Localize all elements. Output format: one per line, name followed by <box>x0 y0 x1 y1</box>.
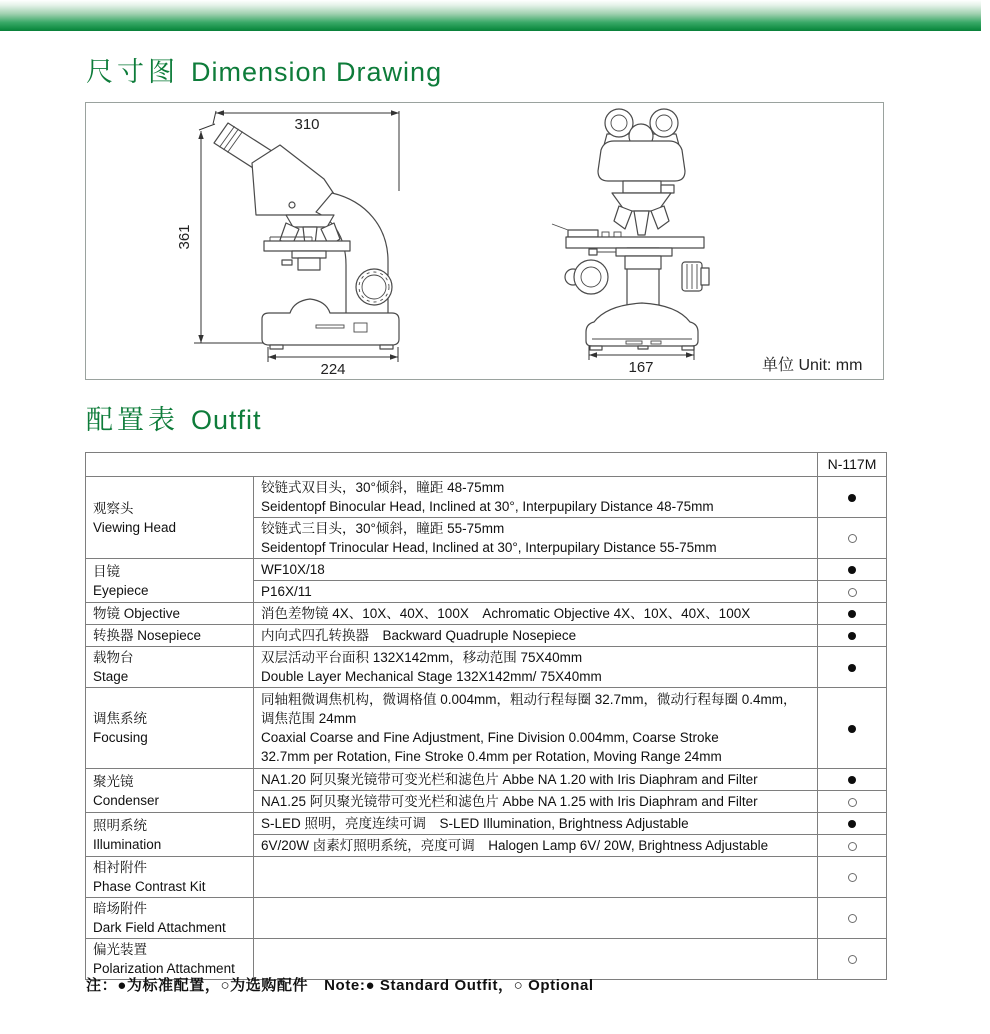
spec-label: 调焦系统 Focusing <box>86 688 254 769</box>
unit-label: 单位 Unit: mm <box>762 357 863 374</box>
dimension-drawing-box <box>85 102 884 380</box>
availability-mark <box>818 857 887 898</box>
spec-description: 铰链式三目头，30°倾斜，瞳距 55-75mm Seidentopf Trinocular Head, Inclined at 30°, Interpupilary Distance 55-75mm <box>254 518 818 559</box>
availability-mark <box>818 559 887 581</box>
availability-mark <box>818 581 887 603</box>
outfit-table <box>85 452 887 980</box>
table-row <box>86 477 887 518</box>
table-row <box>86 857 887 898</box>
dimension-drawing-svg <box>86 103 883 379</box>
spec-description: NA1.25 阿贝聚光镜带可变光栏和滤色片 Abbe NA 1.25 with Iris Diaphram and Filter <box>254 791 818 813</box>
spec-label: 目镜 Eyepiece <box>86 559 254 603</box>
standard-outfit-dot <box>848 820 856 828</box>
availability-mark <box>818 603 887 625</box>
table-header-row <box>86 453 887 477</box>
spec-description: S-LED 照明，亮度连续可调 S-LED Illumination, Brightness Adjustable <box>254 813 818 835</box>
availability-mark <box>818 813 887 835</box>
availability-mark <box>818 769 887 791</box>
availability-mark <box>818 791 887 813</box>
spec-description: 内向式四孔转换器 Backward Quadruple Nosepiece <box>254 625 818 647</box>
table-row <box>86 559 887 581</box>
header-empty-cell <box>86 453 818 477</box>
spec-description: P16X/11 <box>254 581 818 603</box>
spec-label: 转换器 Nosepiece <box>86 625 254 647</box>
outfit-title <box>86 403 262 437</box>
dimension-drawing-title-zh: 尺寸图 <box>86 57 179 87</box>
availability-mark <box>818 477 887 518</box>
spec-description: 铰链式双目头，30°倾斜，瞳距 48-75mm Seidentopf Binocular Head, Inclined at 30°, Interpupilary Distance 48-75mm <box>254 477 818 518</box>
optional-circle <box>848 955 857 964</box>
optional-circle <box>848 873 857 882</box>
standard-outfit-dot <box>848 632 856 640</box>
spec-description <box>254 898 818 939</box>
availability-mark <box>818 835 887 857</box>
availability-mark <box>818 939 887 980</box>
spec-description: 消色差物镜 4X、10X、40X、100X Achromatic Objective 4X、10X、40X、100X <box>254 603 818 625</box>
spec-description <box>254 857 818 898</box>
dimension-drawing-title-en: Dimension Drawing <box>191 57 443 87</box>
optional-circle <box>848 798 857 807</box>
header-green-band <box>0 0 981 31</box>
dimension-drawing-title <box>86 55 442 89</box>
microscope-front-view-drawing <box>552 109 709 350</box>
table-row <box>86 769 887 791</box>
side-width-dimension-label: 310 <box>294 116 320 133</box>
spec-description: WF10X/18 <box>254 559 818 581</box>
standard-outfit-dot <box>848 776 856 784</box>
side-base-dimension-label: 224 <box>320 361 346 378</box>
spec-description: NA1.20 阿贝聚光镜带可变光栏和滤色片 Abbe NA 1.20 with Iris Diaphram and Filter <box>254 769 818 791</box>
spec-label: 相衬附件 Phase Contrast Kit <box>86 857 254 898</box>
availability-mark <box>818 688 887 769</box>
standard-outfit-dot <box>848 566 856 574</box>
optional-circle <box>848 534 857 543</box>
side-height-dimension-label: 361 <box>176 224 193 250</box>
legend-note-zh: 注：●为标准配置，○为选购配件 <box>86 977 309 994</box>
spec-label: 暗场附件 Dark Field Attachment <box>86 898 254 939</box>
spec-label: 物镜 Objective <box>86 603 254 625</box>
outfit-title-zh: 配置表 <box>86 405 179 435</box>
standard-outfit-dot <box>848 725 856 733</box>
availability-mark <box>818 647 887 688</box>
spec-description: 双层活动平台面积 132X142mm，移动范围 75X40mm Double Layer Mechanical Stage 132X142mm/ 75X40mm <box>254 647 818 688</box>
availability-mark <box>818 898 887 939</box>
spec-description: 同轴粗微调焦机构，微调格值 0.004mm，粗动行程每圈 32.7mm，微动行程每圈 0.4mm， 调焦范围 24mm Coaxial Coarse and Fine Adjustment, Fine Division 0.004mm, Coarse Stroke 32.7mm per Rotation, Fine Stroke 0.4mm per Rotation, Moving Range 24mm <box>254 688 818 769</box>
table-row <box>86 625 887 647</box>
spec-label: 偏光装置 Polarization Attachment <box>86 939 254 980</box>
front-base-dimension-label: 167 <box>628 359 654 376</box>
legend-note-en: Note:● Standard Outfit，○ Optional <box>324 977 594 994</box>
outfit-title-en: Outfit <box>191 405 262 435</box>
spec-description: 6V/20W 卤素灯照明系统，亮度可调 Halogen Lamp 6V/ 20W, Brightness Adjustable <box>254 835 818 857</box>
optional-circle <box>848 588 857 597</box>
optional-circle <box>848 914 857 923</box>
model-header: N-117M <box>818 453 887 477</box>
table-row <box>86 647 887 688</box>
microscope-side-view-drawing <box>214 123 399 349</box>
availability-mark <box>818 518 887 559</box>
optional-circle <box>848 842 857 851</box>
standard-outfit-dot <box>848 610 856 618</box>
availability-mark <box>818 625 887 647</box>
table-row <box>86 603 887 625</box>
spec-label: 观察头 Viewing Head <box>86 477 254 559</box>
table-row <box>86 813 887 835</box>
front-view-dimensions <box>589 346 694 376</box>
spec-label: 聚光镜 Condenser <box>86 769 254 813</box>
standard-outfit-dot <box>848 664 856 672</box>
spec-label: 照明系统 Illumination <box>86 813 254 857</box>
table-row <box>86 898 887 939</box>
table-row <box>86 688 887 769</box>
standard-outfit-dot <box>848 494 856 502</box>
spec-label: 载物台 Stage <box>86 647 254 688</box>
legend-note <box>86 974 594 995</box>
